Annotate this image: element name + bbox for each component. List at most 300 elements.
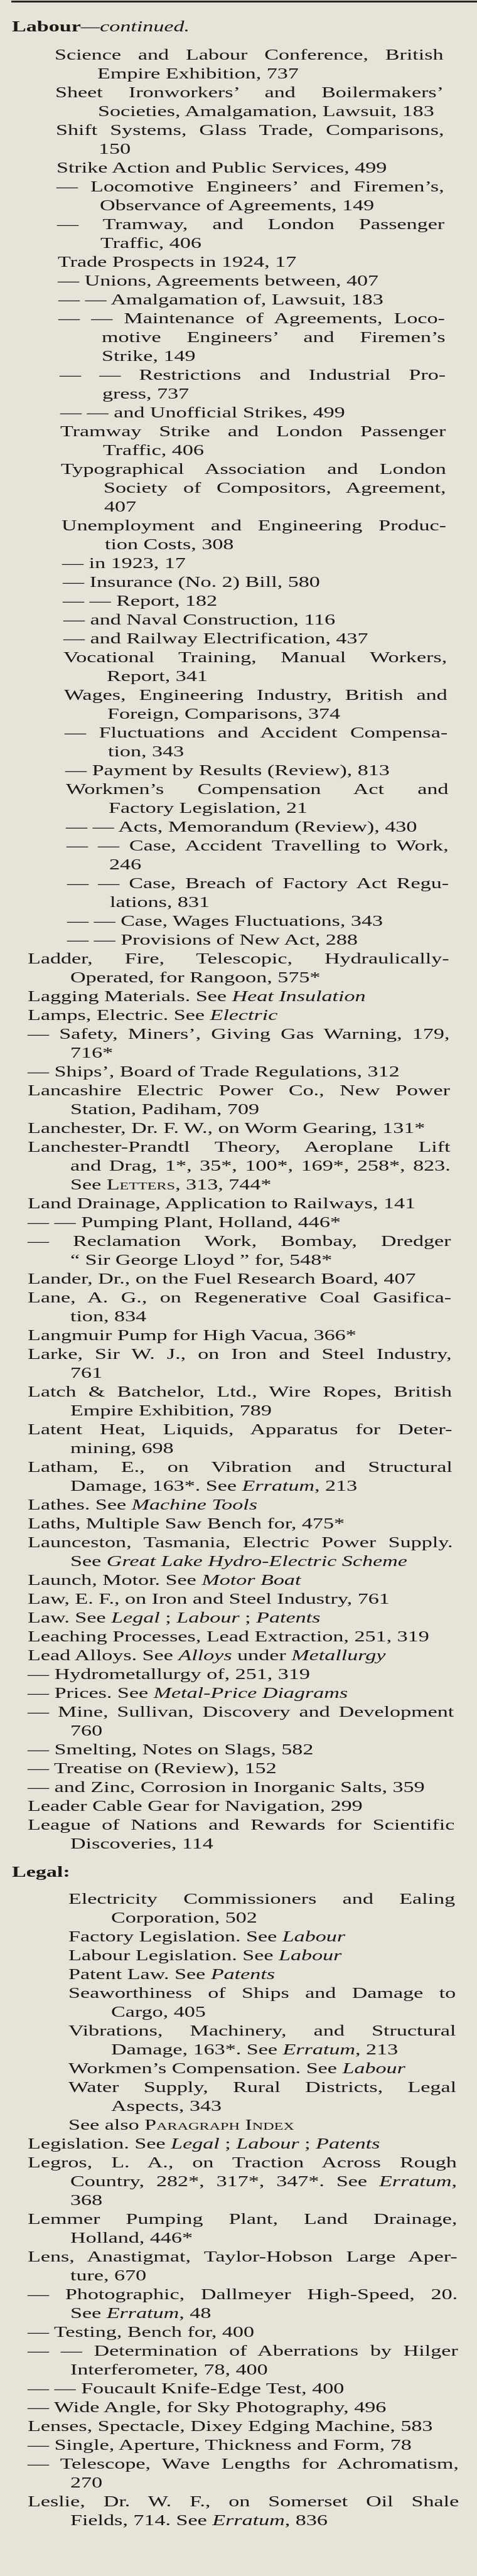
entry-line — [28, 1533, 453, 1552]
entry-continuation-line — [102, 347, 445, 366]
entry-line — [68, 1984, 456, 2003]
entry-continuation-line — [70, 2267, 458, 2285]
entry-text: — Unions, Agreements between, 407 — [58, 273, 379, 289]
index-entry — [0, 987, 477, 1006]
entry-text: — Tramway, and London Passenger — [57, 217, 445, 233]
entry-line — [12, 18, 443, 36]
entry-continuation-line — [70, 2229, 458, 2248]
entry-text: Damage, 163*. See — [111, 2042, 283, 2058]
entry-continuation-line — [70, 1722, 454, 1741]
index-entry — [0, 404, 477, 422]
entry-line — [28, 1345, 452, 1364]
entry-continuation-line — [102, 328, 446, 347]
entry-text: See — [70, 1177, 107, 1193]
entry-line — [28, 1063, 450, 1081]
entry-text: ; — [299, 2136, 316, 2152]
index-entry — [0, 1590, 477, 1609]
entry-text: Typographical Association and London — [60, 461, 446, 478]
entry-line — [55, 83, 444, 102]
entry-text: Aspects, 343 — [111, 2098, 222, 2115]
index-entry — [0, 1119, 477, 1138]
entry-text: Strike, 149 — [102, 348, 196, 365]
index-entry — [0, 1609, 477, 1628]
entry-line — [56, 159, 444, 178]
entry-text: Leader Cable Gear for Navigation, 299 — [28, 1798, 363, 1815]
entry-continuation-line — [111, 2003, 456, 2022]
entry-text: Trade Prospects in 1924, 17 — [57, 254, 297, 271]
index-entry — [0, 1138, 477, 1194]
entry-continuation-line — [105, 535, 447, 554]
entry-text: Patent Law. See — [68, 1967, 211, 1983]
index-entry — [0, 2380, 477, 2398]
entry-continuation-line — [70, 1439, 453, 1458]
entry-continuation-line — [70, 2191, 457, 2210]
entry-text: — — Maintenance of Agreements, Loco- — [58, 311, 446, 327]
index-entry — [0, 818, 477, 837]
entry-continuation-line — [70, 1477, 453, 1496]
entry-line — [28, 2417, 459, 2436]
index-entry — [0, 2022, 477, 2059]
cross-reference-italic: Erratum — [212, 2513, 285, 2529]
entry-line — [62, 517, 446, 535]
entry-text: Lemmer Pumping Plant, Land Drainage, — [28, 2211, 458, 2228]
cross-reference-italic: Labour — [282, 1929, 346, 1945]
entry-continuation-line — [70, 1100, 450, 1119]
entry-line — [28, 1797, 454, 1816]
entry-text: Fields, 714. See — [70, 2513, 213, 2529]
entry-line — [28, 1326, 451, 1345]
entry-continuation-line — [70, 2511, 459, 2530]
entry-text: — Photographic, Dallmeyer High-Speed, 20. — [28, 2287, 458, 2303]
cross-reference-italic: Alloys — [178, 1648, 232, 1664]
entry-line — [28, 2248, 458, 2267]
entry-line — [28, 1006, 449, 1025]
cross-reference-italic: Labour — [279, 1948, 342, 1964]
entry-text: — and Railway Electrification, 437 — [63, 631, 368, 647]
cross-reference-italic: Machine Tools — [131, 1497, 258, 1513]
index-entry — [0, 1194, 477, 1213]
entry-text: Discoveries, 114 — [70, 1836, 213, 1852]
index-entry — [0, 837, 477, 874]
entry-text: — — Pumping Plant, Holland, 446* — [28, 1215, 341, 1231]
cross-reference-italic: Patents — [210, 1967, 276, 1983]
entry-text: Holland, 446* — [70, 2230, 193, 2246]
entry-text: — Telescope, Wave Lengths for Achromatism, — [28, 2456, 459, 2472]
entry-text: — Insurance (No. 2) Bill, 580 — [62, 574, 320, 591]
index-entry — [0, 1420, 477, 1458]
entry-line — [68, 1965, 456, 1984]
index-entry — [0, 1571, 477, 1590]
entry-line — [68, 1890, 455, 1909]
index-entry — [0, 1816, 477, 1854]
entry-line — [28, 2493, 459, 2511]
entry-text: Traffic, 406 — [100, 235, 201, 252]
entry-continuation-line — [97, 65, 443, 83]
index-entry — [0, 2417, 477, 2436]
entry-text: — — Foucault Knife-Edge Test, 400 — [28, 2381, 345, 2397]
entry-text: , 836 — [284, 2513, 328, 2529]
entry-text: — Payment by Results (Review), 813 — [65, 763, 390, 779]
index-entry — [0, 1383, 477, 1420]
index-entry — [0, 1063, 477, 1081]
entry-text: motive Engineers’ and Firemen’s — [101, 330, 446, 346]
entry-line — [57, 215, 444, 234]
entry-continuation-line — [103, 441, 446, 460]
entry-line — [28, 1741, 454, 1759]
index-entry — [0, 460, 477, 517]
index-entry — [0, 1232, 477, 1270]
entry-text: Legros, L. A., on Traction Across Rough — [28, 2155, 457, 2171]
cross-reference-italic: Erratum — [378, 2174, 452, 2190]
index-entry — [0, 1025, 477, 1063]
entry-text: — and Zinc, Corrosion in Inorganic Salts, 359 — [28, 1779, 425, 1796]
entry-text: Lead Alloys. See — [28, 1648, 179, 1664]
entry-line — [28, 1025, 449, 1044]
entry-line — [28, 950, 449, 969]
entry-text: Laths, Multiple Saw Bench for, 475* — [28, 1516, 345, 1532]
index-entry — [0, 1665, 477, 1684]
entry-text: Latch & Batchelor, Ltd., Wire Ropes, British — [28, 1384, 453, 1400]
index-entry — [0, 1984, 477, 2022]
entry-line — [63, 592, 447, 611]
entry-line — [62, 554, 447, 573]
entry-line — [28, 1383, 452, 1402]
entry-text: ; — [239, 1610, 257, 1626]
entry-text: See also — [68, 2117, 145, 2133]
entry-line — [68, 1928, 456, 1946]
entry-text: Society of Compositors, Agreement, — [104, 480, 446, 496]
entry-line — [28, 1458, 453, 1477]
index-entry — [0, 2493, 477, 2530]
entry-line — [67, 874, 449, 893]
entry-line — [28, 1684, 454, 1703]
entry-line — [28, 1665, 454, 1684]
entry-line — [28, 1571, 453, 1590]
index-entry — [0, 422, 477, 460]
index-entry — [0, 630, 477, 648]
index-column — [0, 18, 477, 2530]
entry-continuation-line — [108, 743, 448, 761]
index-entry — [0, 2078, 477, 2116]
entry-text: 368 — [70, 2192, 103, 2209]
entry-line — [68, 2059, 456, 2078]
entry-text: — Safety, Miners’, Giving Gas Warning, 179, — [28, 1026, 450, 1043]
entry-text: gress, 737 — [102, 386, 190, 402]
entry-line — [58, 253, 445, 272]
index-entry — [0, 1006, 477, 1025]
entry-line — [28, 1289, 451, 1307]
entry-line — [28, 2380, 458, 2398]
index-entry — [0, 2248, 477, 2285]
entry-text: Water Supply, Rural Districts, Legal — [68, 2080, 457, 2096]
entry-text: 716* — [70, 1045, 114, 1061]
entry-text: , 213 — [314, 1478, 358, 1495]
entry-text: Vocational Training, Manual Workers, — [63, 650, 448, 666]
index-entry — [0, 2285, 477, 2323]
index-entry — [0, 1703, 477, 1741]
index-entry — [0, 2059, 477, 2078]
index-entry — [0, 2135, 477, 2154]
entry-text: Science and Labour Conference, British — [55, 47, 444, 63]
entry-line — [67, 837, 449, 856]
cross-reference-italic: Great Lake Hydro-Electric Scheme — [106, 1554, 407, 1570]
cross-reference-italic: Metallurgy — [291, 1648, 386, 1664]
entry-text: — Mine, Sullivan, Discovery and Development — [28, 1704, 454, 1720]
entry-line — [28, 2135, 457, 2154]
index-entry — [0, 1628, 477, 1646]
entry-line — [28, 1232, 451, 1251]
entry-text: Latent Heat, Liquids, Apparatus for Deter- — [28, 1422, 453, 1438]
index-entry — [0, 1533, 477, 1571]
entry-text: Operated, for Rangoon, 575* — [70, 970, 321, 986]
entry-text: — Reclamation Work, Bombay, Dredger — [28, 1233, 451, 1250]
entry-continuation-line — [70, 1552, 453, 1571]
entry-line — [28, 1759, 454, 1778]
entry-continuation-line — [107, 705, 448, 724]
index-entry — [0, 215, 477, 253]
index-entry — [0, 272, 477, 291]
index-entry — [0, 874, 477, 912]
entry-continuation-line — [70, 1157, 451, 1176]
entry-line — [63, 611, 448, 630]
entry-line — [28, 1628, 454, 1646]
entry-text: Launceston, Tasmania, Electric Power Supply. — [28, 1535, 453, 1551]
entry-continuation-line — [99, 140, 444, 159]
entry-line — [68, 2116, 456, 2135]
entry-text: Lanchester-Prandtl Theory, Aeroplane Lift — [28, 1139, 451, 1156]
index-entry — [0, 1741, 477, 1759]
entry-text: Factory Legislation. See — [68, 1929, 282, 1945]
entry-text: tion Costs, 308 — [104, 537, 234, 553]
entry-line — [28, 2436, 459, 2455]
entry-text: — — Report, 182 — [63, 593, 218, 609]
entry-text: 270 — [70, 2475, 103, 2491]
entry-line — [68, 2078, 456, 2097]
index-entry — [0, 517, 477, 554]
entry-continuation-line — [70, 1835, 455, 1854]
entry-continuation-line — [70, 1251, 451, 1270]
entry-continuation-line — [100, 234, 445, 253]
index-entry — [0, 253, 477, 272]
index-entry — [0, 1458, 477, 1496]
index-entry — [0, 2116, 477, 2135]
entry-line — [28, 2455, 459, 2474]
entry-text: — Prices. See — [28, 1685, 154, 1702]
heading-bold: Legal: — [12, 1864, 70, 1881]
entry-text: 760 — [70, 1723, 103, 1739]
index-entry — [0, 592, 477, 611]
entry-text: lations, 831 — [110, 894, 210, 911]
cross-reference-italic: Legal — [171, 2136, 220, 2152]
entry-text: Leaching Processes, Lead Extraction, 251, 319 — [28, 1629, 429, 1645]
entry-text: — — Case, Accident Travelling to Work, — [66, 838, 449, 854]
entry-text: Shift Systems, Glass Trade, Comparisons, — [55, 122, 444, 139]
entry-line — [28, 1081, 450, 1100]
entry-continuation-line — [102, 385, 446, 404]
entry-line — [28, 1270, 451, 1289]
index-entry — [0, 950, 477, 987]
entry-text: — — Amalgamation of, Lawsuit, 183 — [58, 292, 383, 308]
entry-line — [28, 1119, 450, 1138]
entry-continuation-line — [70, 2474, 459, 2493]
entry-text: — — Restrictions and Industrial Pro- — [59, 367, 446, 384]
entry-text: Workmen’s Compensation. See — [68, 2061, 343, 2077]
entry-continuation-line — [111, 1909, 455, 1928]
entry-line — [67, 912, 449, 931]
index-entry — [0, 780, 477, 818]
entry-line — [64, 686, 448, 705]
entry-continuation-line — [70, 2361, 458, 2380]
entry-text: , 213 — [355, 2042, 399, 2058]
entry-text: Launch, Motor. See — [28, 1572, 202, 1589]
entry-line — [66, 780, 448, 799]
index-entry — [0, 291, 477, 309]
entry-text: Ladder, Fire, Telescopic, Hydraulically- — [28, 951, 449, 967]
entry-text: Legislation. See — [28, 2136, 171, 2152]
index-entry — [0, 159, 477, 178]
entry-line — [28, 1703, 454, 1722]
entry-text: 246 — [109, 857, 142, 873]
index-entry — [0, 611, 477, 630]
entry-continuation-line — [110, 893, 449, 912]
index-entry — [0, 121, 477, 159]
entry-text: Lander, Dr., on the Fuel Research Board, 407 — [28, 1271, 416, 1287]
entry-text: Law, E. F., on Iron and Steel Industry, 761 — [28, 1591, 390, 1607]
entry-text: — Single, Aperture, Thickness and Form, 78 — [28, 2437, 412, 2454]
entry-continuation-line — [104, 498, 446, 517]
index-entry — [0, 2398, 477, 2417]
entry-line — [58, 291, 445, 309]
entry-line — [63, 630, 447, 648]
entry-line — [28, 2342, 458, 2361]
index-entry — [0, 1759, 477, 1778]
entry-line — [28, 1816, 454, 1835]
index-entry — [0, 2323, 477, 2342]
entry-text: — Treatise on (Review), 152 — [28, 1761, 277, 1777]
entry-line — [28, 1420, 452, 1439]
entry-line — [28, 1138, 451, 1157]
entry-text: 150 — [99, 141, 131, 158]
entry-text: Lens, Anastigmat, Taylor-Hobson Large Aper- — [28, 2249, 458, 2265]
index-entry — [0, 573, 477, 592]
entry-text: — Wide Angle, for Sky Photography, 496 — [28, 2400, 387, 2416]
index-entry — [0, 1213, 477, 1232]
entry-text: — — Determination of Aberrations by Hilger — [28, 2343, 458, 2359]
index-entry — [0, 1326, 477, 1345]
entry-line — [58, 272, 444, 291]
index-entry — [0, 1965, 477, 1984]
entry-text: mining, 698 — [70, 1441, 174, 1457]
entry-text: Country, 282*, 317*, 347*. See — [70, 2174, 379, 2190]
entry-text: ; — [159, 1610, 177, 1626]
entry-text: Lathes. See — [28, 1497, 132, 1513]
top-rule — [11, 1, 477, 3]
entry-continuation-line — [111, 2097, 456, 2116]
index-entry — [0, 1345, 477, 1383]
index-entry — [0, 724, 477, 761]
index-entry — [0, 1684, 477, 1703]
entry-text: ; — [219, 2136, 237, 2152]
entry-text: — Smelting, Notes on Slags, 582 — [28, 1742, 314, 1758]
entry-text: Sheet Ironworkers’ and Boilermakers’ — [55, 85, 444, 101]
cross-reference-small-caps: Paragraph Index — [144, 2117, 294, 2133]
entry-text: Observance of Agreements, 149 — [99, 198, 374, 214]
index-entry — [0, 2154, 477, 2210]
entry-continuation-line — [98, 102, 444, 121]
entry-continuation-line — [104, 479, 446, 498]
entry-text: Strike Action and Public Services, 499 — [56, 160, 387, 176]
entry-line — [67, 931, 449, 950]
index-entry — [0, 1081, 477, 1119]
entry-text: — — and Unofficial Strikes, 499 — [60, 405, 345, 421]
entry-line — [56, 178, 444, 196]
entry-text: Societies, Amalgamation, Lawsuit, 183 — [98, 104, 435, 120]
index-entry — [0, 1289, 477, 1326]
index-entry — [0, 931, 477, 950]
entry-text: Lancashire Electric Power Co., New Power — [28, 1083, 450, 1099]
entry-continuation-line — [111, 2041, 456, 2059]
entry-text: — — Acts, Memorandum (Review), 430 — [66, 819, 417, 835]
index-entry — [0, 1270, 477, 1289]
entry-line — [60, 366, 446, 385]
entry-text: See — [70, 1554, 107, 1570]
entry-continuation-line — [107, 667, 448, 686]
index-entry — [0, 46, 477, 83]
index-entry — [0, 1946, 477, 1965]
entry-continuation-line — [100, 196, 444, 215]
entry-line — [28, 2285, 458, 2304]
entry-text: Land Drainage, Application to Railways, 141 — [28, 1196, 416, 1212]
entry-text: “ Sir George Lloyd ” for, 548* — [70, 1252, 333, 1269]
index-entry — [0, 1778, 477, 1797]
index-entry — [0, 1496, 477, 1515]
entry-line — [12, 1863, 455, 1882]
entry-text: — — Case, Breach of Factory Act Regu- — [67, 876, 449, 892]
index-entry — [0, 2436, 477, 2455]
entry-line — [28, 1496, 453, 1515]
entry-continuation-line — [70, 1176, 451, 1194]
index-entry — [0, 178, 477, 215]
cross-reference-italic: Erratum — [106, 2305, 180, 2322]
section-heading — [0, 18, 477, 36]
entry-continuation-line — [70, 969, 449, 987]
entry-text: — Testing, Bench for, 400 — [28, 2324, 254, 2341]
cross-reference-italic: Labour — [176, 1610, 240, 1626]
entry-line — [28, 1646, 454, 1665]
entry-text: 407 — [104, 499, 136, 515]
entry-text: Station, Padiham, 709 — [70, 1102, 260, 1118]
index-entry — [0, 309, 477, 366]
entry-text: — Ships’, Board of Trade Regulations, 312 — [28, 1064, 400, 1080]
entry-line — [61, 460, 446, 479]
entry-text: Foreign, Comparisons, 374 — [107, 706, 340, 722]
entry-line — [58, 309, 445, 328]
entry-text: — Fluctuations and Accident Compensa- — [65, 725, 448, 741]
index-entry — [0, 83, 477, 121]
entry-text: Leslie, Dr. W. F., on Somerset Oil Shale — [28, 2494, 459, 2510]
entry-line — [60, 422, 446, 441]
cross-reference-italic: Metal-Price Diagrams — [153, 1685, 348, 1702]
index-entry — [0, 1797, 477, 1816]
cross-reference-italic: Motor Boat — [201, 1572, 301, 1589]
index-entry — [0, 1646, 477, 1665]
entry-text: Electricity Commissioners and Ealing — [68, 1891, 456, 1908]
entry-text: — — Provisions of New Act, 288 — [67, 932, 358, 948]
entry-line — [68, 2022, 456, 2041]
entry-text: , 48 — [179, 2305, 212, 2322]
index-entry — [0, 2210, 477, 2248]
cross-reference-italic: Labour — [236, 2136, 299, 2152]
